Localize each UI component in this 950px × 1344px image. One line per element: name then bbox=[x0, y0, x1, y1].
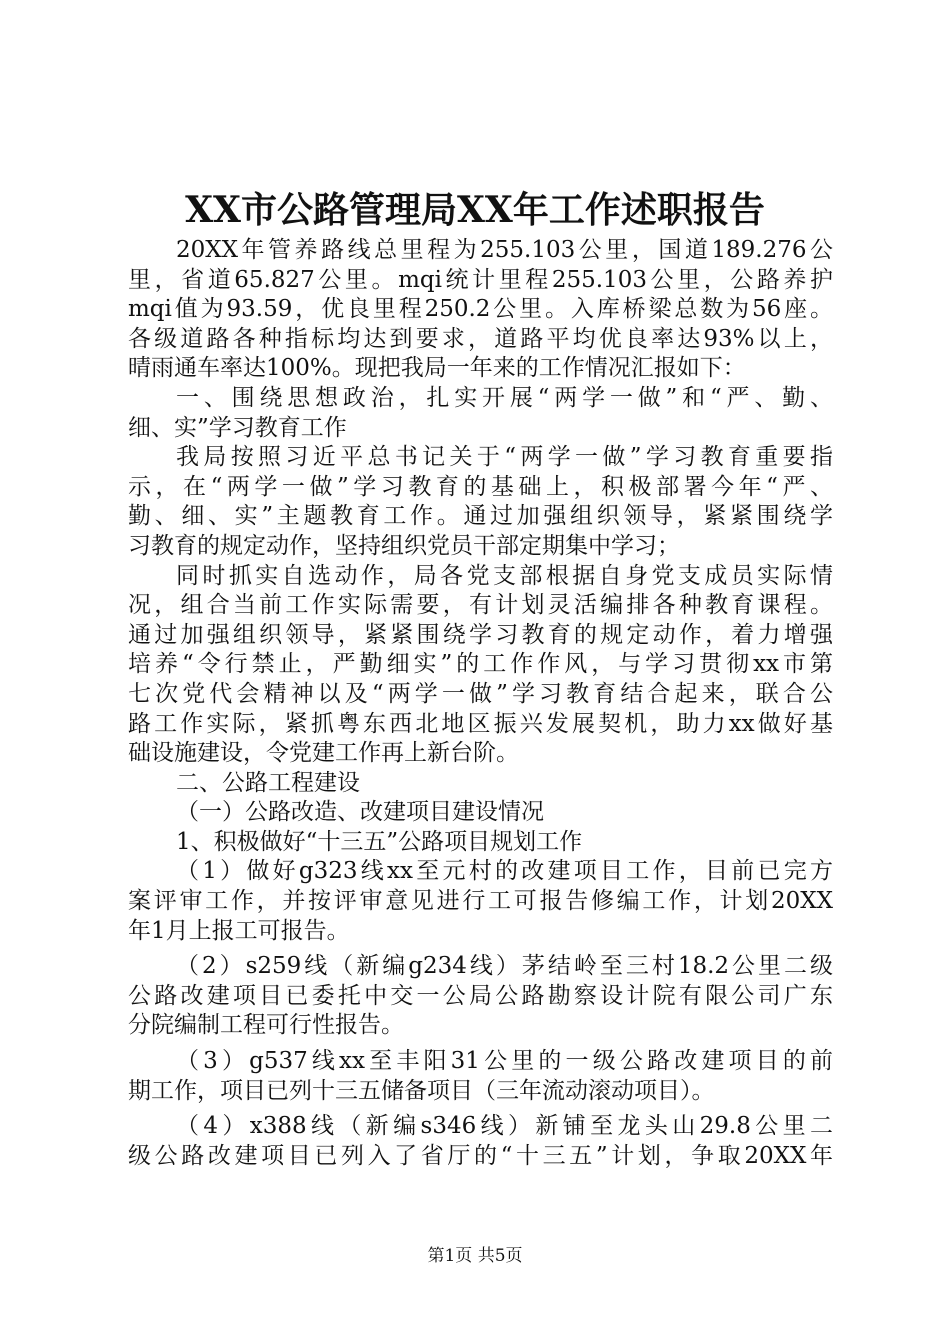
body-line: （1）做好g323线xx至元村的改建项目工作，目前已完方 bbox=[176, 858, 833, 885]
subsection-heading-line: （一）公路改造、改建项目建设情况 bbox=[176, 799, 544, 826]
body-line: 20XX年管养路线总里程为255.103公里，国道189.276公 bbox=[176, 237, 833, 263]
body-line: 础设施建设，令党建工作再上新台阶。 bbox=[128, 740, 519, 767]
body-line: 晴雨通车率达100%。现把我局一年来的工作情况汇报如下： bbox=[128, 355, 746, 382]
body-line: 习教育的规定动作，坚持组织党员干部定期集中学习； bbox=[128, 532, 680, 559]
body-line: 各级道路各种指标均达到要求，道路平均优良率达93%以上， bbox=[128, 325, 833, 352]
subsection-heading-line: 1、积极做好“十三五”公路项目规划工作 bbox=[176, 828, 583, 855]
body-line: 路工作实际，紧抓粤东西北地区振兴发展契机，助力xx做好基 bbox=[128, 710, 833, 737]
body-line: 分院编制工程可行性报告。 bbox=[128, 1012, 404, 1039]
body-line: mqi值为93.59，优良里程250.2公里。入库桥梁总数为56座。 bbox=[128, 296, 833, 323]
body-line: 况，组合当前工作实际需要，有计划灵活编排各种教育课程。 bbox=[128, 592, 833, 619]
body-line: 公路改建项目已委托中交一公局公路勘察设计院有限公司广东 bbox=[128, 982, 833, 1009]
page-title: XX市公路管理局XX年工作述职报告 bbox=[185, 189, 765, 231]
body-line: 期工作，项目已列十三五储备项目（三年流动滚动项目）。 bbox=[128, 1077, 715, 1104]
body-line: 我局按照习近平总书记关于“两学一做”学习教育重要指 bbox=[176, 444, 833, 471]
body-line: 年1月上报工可报告。 bbox=[128, 917, 350, 944]
body-line: 同时抓实自选动作，局各党支部根据自身党支成员实际情 bbox=[176, 562, 833, 589]
body-line: （3）g537线xx至丰阳31公里的一级公路改建项目的前 bbox=[176, 1048, 833, 1075]
body-line: 案评审工作，并按评审意见进行工可报告修编工作，计划20XX bbox=[128, 888, 833, 915]
section-heading-line: 一、围绕思想政治，扎实开展“两学一做”和“严、勤、 bbox=[176, 384, 833, 411]
document-body bbox=[128, 236, 833, 1171]
body-line: 通过加强组织领导，紧紧围绕学习教育的规定动作，着力增强 bbox=[128, 621, 833, 648]
page-footer: 第1页 共5页 bbox=[427, 1246, 523, 1266]
body-line: （4）x388线（新编s346线）新铺至龙头山29.8公里二 bbox=[176, 1113, 833, 1140]
body-line: 里，省道65.827公里。mqi统计里程255.103公里，公路养护 bbox=[128, 266, 833, 293]
body-line: （2）s259线（新编g234线）茅结岭至三村18.2公里二级 bbox=[176, 953, 833, 980]
section-heading-line: 二、公路工程建设 bbox=[176, 769, 360, 796]
body-line: 七次党代会精神以及“两学一做”学习教育结合起来，联合公 bbox=[128, 680, 833, 707]
section-heading-line: 细、实”学习教育工作 bbox=[128, 414, 347, 441]
body-line: 勤、细、实”主题教育工作。通过加强组织领导，紧紧围绕学 bbox=[128, 503, 833, 530]
body-line: 级公路改建项目已列入了省厅的“十三五”计划，争取20XX年 bbox=[128, 1142, 833, 1169]
body-line: 培养“令行禁止，严勤细实”的工作作风，与学习贯彻xx市第 bbox=[128, 651, 833, 678]
body-line: 示，在“两学一做”学习教育的基础上，积极部署今年“严、 bbox=[128, 473, 833, 500]
